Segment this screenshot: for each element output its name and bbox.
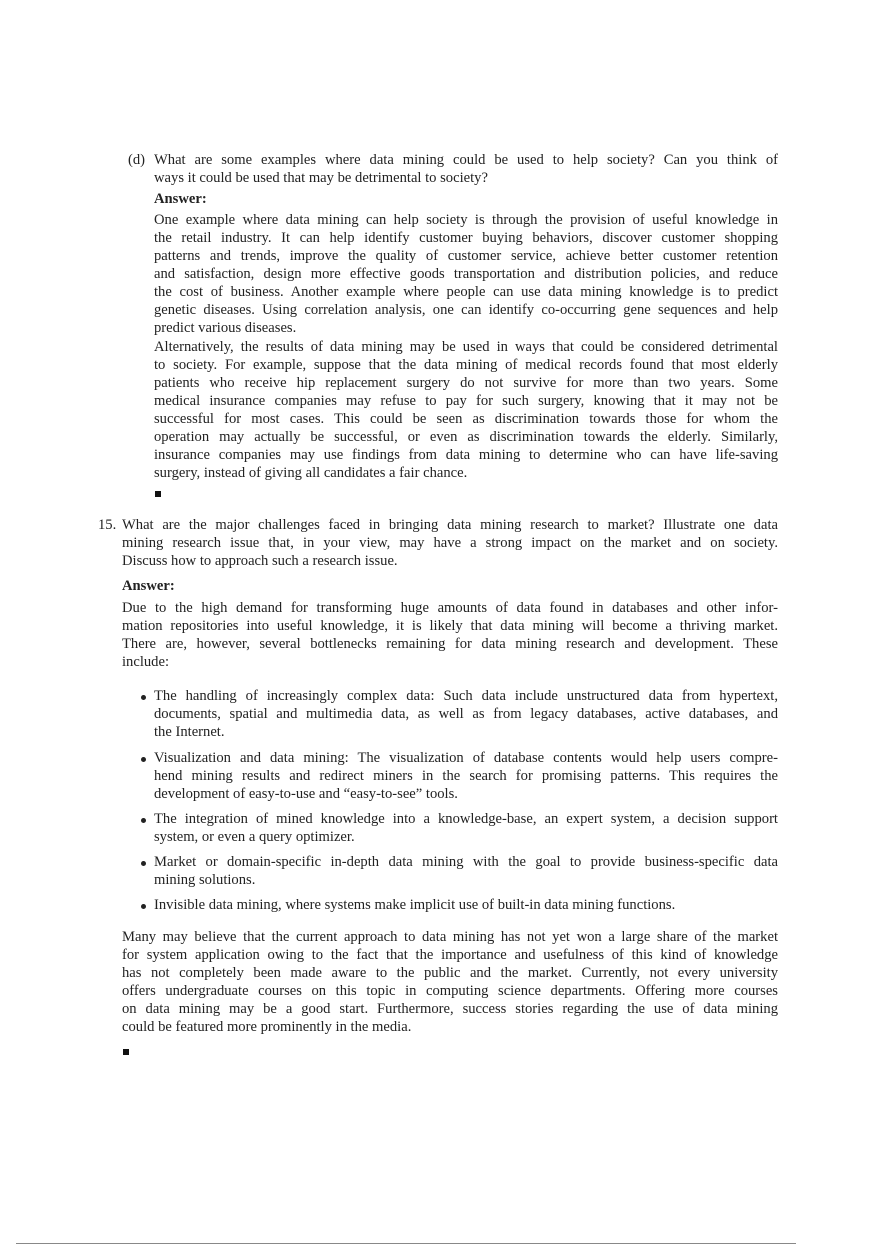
part-d-label: (d) [128,152,146,168]
bullet-icon [141,904,146,909]
text-line: What are some examples where data mining could be used to help society? Can you think of [154,152,778,168]
text-line: What are the major challenges faced in bringing data mining research to market? Illustrate one data [122,517,778,533]
text-line: Discuss how to approach such a research issue. [122,553,398,569]
text-line: mining research issue that, in your view, may have a strong impact on the market and on society. [122,535,778,551]
part-d-answer-paragraph-1 [154,211,778,337]
text-line: genetic diseases. Using correlation analysis, one can identify co-occurring gene sequences and help [154,302,778,318]
text-line: and satisfaction, design more effective goods transportation and distribution policies, and reduce [154,266,778,282]
end-of-answer-square-icon [123,1049,129,1055]
list-item [154,687,778,741]
bullet-icon [141,861,146,866]
text-line: system, or even a query optimizer. [154,829,355,845]
text-line: surgery, instead of giving all candidates a fair chance. [154,465,468,481]
list-item [154,896,778,914]
text-line: There are, however, several bottlenecks remaining for data mining research and development. These [122,636,778,652]
part-d-answer-paragraph-2 [154,338,778,482]
text-line: the Internet. [154,724,225,740]
text-line: hend mining results and redirect miners in the search for promising patterns. This requires the [154,768,778,784]
text-line: insurance companies may use findings from data mining to determine who can have life-saving [154,447,778,463]
text-line: the retail industry. It can help identify customer buying behaviors, discover customer shopping [154,230,778,246]
text-line: patterns and trends, improve the quality of customer service, achieve better customer retention [154,248,778,264]
text-line: operation may actually be successful, or even as discrimination towards the elderly. Similarly, [154,429,778,445]
part-d-question [154,151,778,187]
question-15-answer-closing [122,928,778,1036]
list-item [154,810,778,846]
bullet-icon [141,695,146,700]
text-line: Due to the high demand for transforming huge amounts of data found in databases and other infor- [122,600,778,616]
text-line: offers undergraduate courses on this topic in computing science departments. Offering more courses [122,983,778,999]
text-line: development of easy-to-use and “easy-to-see” tools. [154,786,458,802]
text-line: successful for most cases. This could be seen as discrimination towards those for whom the [154,411,778,427]
bullet-icon [141,818,146,823]
text-line: predict various diseases. [154,320,297,336]
text-line: Alternatively, the results of data mining may be used in ways that could be considered detrimental [154,339,778,355]
text-line: on data mining may be a good start. Furthermore, success stories regarding the use of data mining [122,1001,778,1017]
text-line: the cost of business. Another example where people can use data mining knowledge is to predict [154,284,778,300]
text-line: mining solutions. [154,872,256,888]
list-item [154,749,778,803]
end-of-answer-square-icon [155,491,161,497]
text-line: One example where data mining can help society is through the provision of useful knowledge in [154,212,778,228]
text-line: Many may believe that the current approach to data mining has not yet won a large share of the market [122,929,778,945]
text-line: include: [122,654,170,670]
question-15-answer-label: Answer: [122,578,175,594]
text-line: has not completely been made aware to the public and the market. Currently, not every university [122,965,778,981]
text-line: medical insurance companies may refuse to pay for such surgery, knowing that it may not be [154,393,778,409]
text-line: for system application owing to the fact that the importance and usefulness of this kind of knowledge [122,947,778,963]
question-15-text [122,516,778,570]
part-d-answer-label: Answer: [154,191,207,207]
text-line: Visualization and data mining: The visualization of database contents would help users compre- [154,750,778,766]
text-line: patients who receive hip replacement surgery do not survive for more than two years. Some [154,375,778,391]
text-line: could be featured more prominently in the media. [122,1019,412,1035]
question-15-label: 15. [98,517,117,533]
footer-rule [16,1243,796,1244]
text-line: mation repositories into useful knowledge, it is likely that data mining will become a thriving market. [122,618,778,634]
text-line: Market or domain-specific in-depth data mining with the goal to provide business-specific data [154,854,778,870]
bullet-icon [141,757,146,762]
text-line: The integration of mined knowledge into a knowledge-base, an expert system, a decision support [154,811,778,827]
text-line: Invisible data mining, where systems make implicit use of built-in data mining functions. [154,897,676,913]
text-line: documents, spatial and multimedia data, as well as from legacy databases, active databases, and [154,706,778,722]
question-15-answer-intro [122,599,778,671]
text-line: ways it could be used that may be detrimental to society? [154,170,488,186]
text-line: The handling of increasingly complex data: Such data include unstructured data from hypertext, [154,688,778,704]
text-line: to society. For example, suppose that the data mining of medical records found that most elderly [154,357,778,373]
list-item [154,853,778,889]
